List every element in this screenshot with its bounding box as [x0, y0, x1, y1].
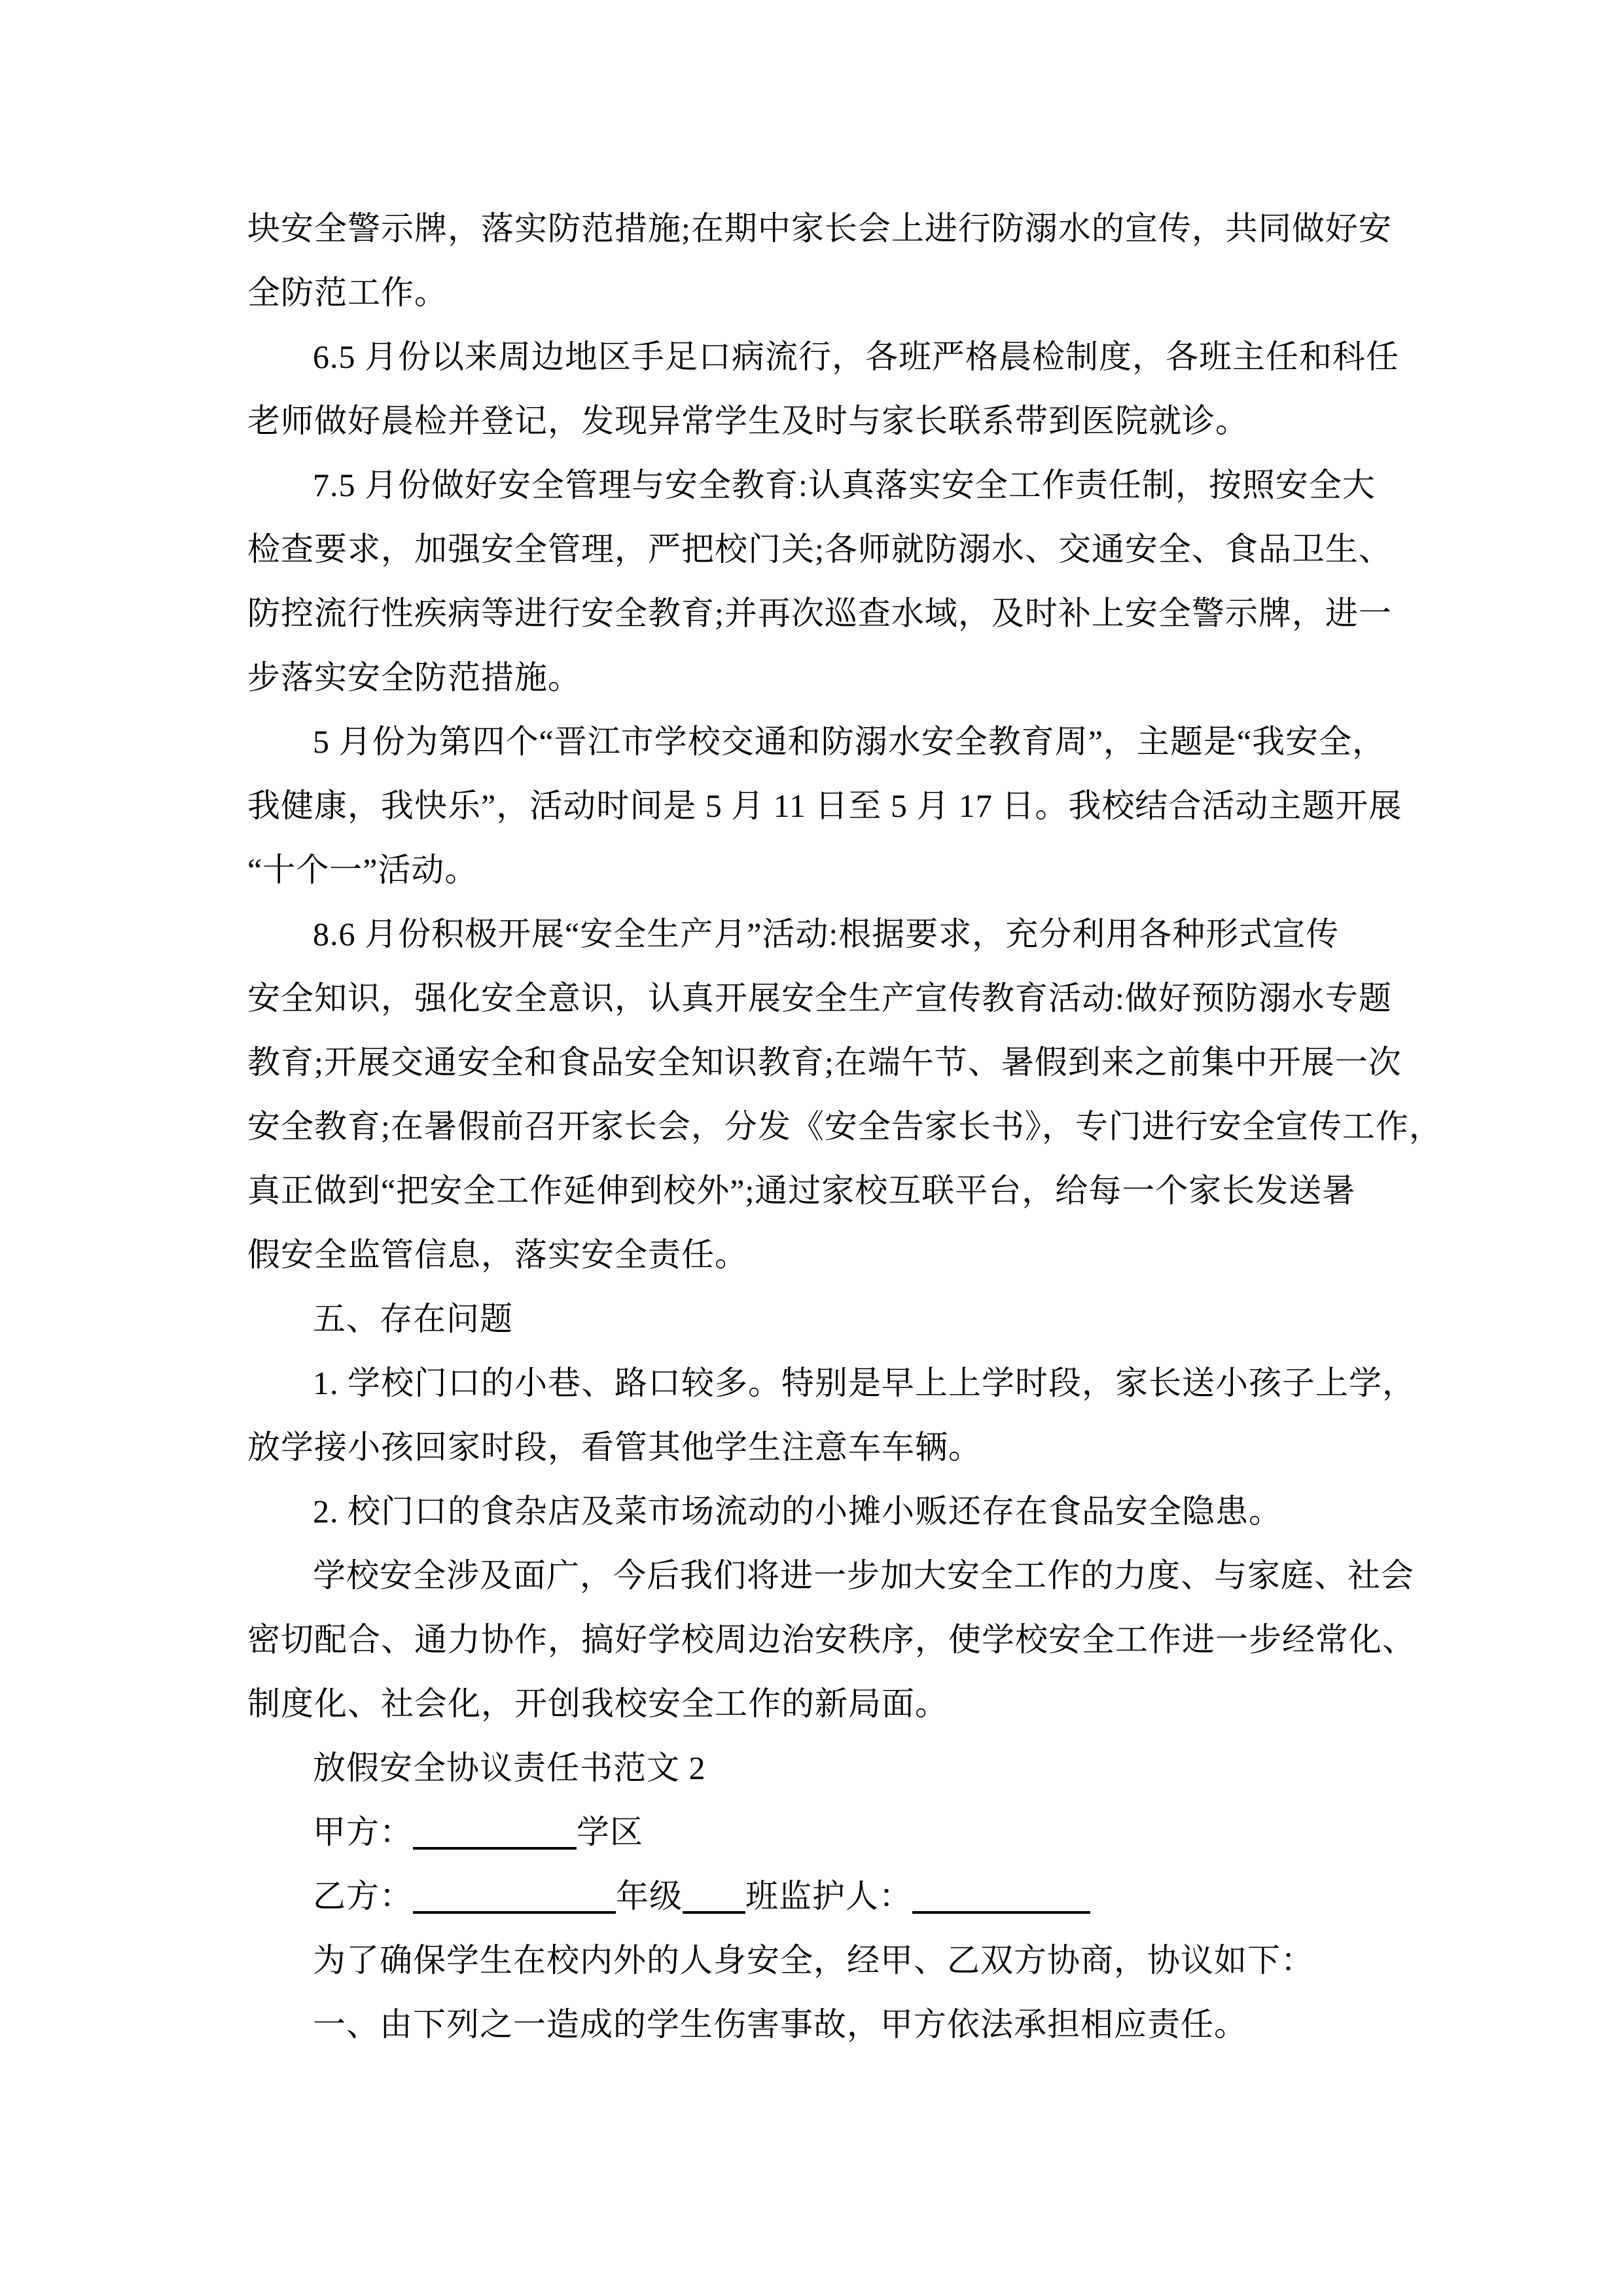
- fill-in-blank: [683, 1910, 745, 1914]
- text-line: 为了确保学生在校内外的人身安全，经甲、乙双方协商，协议如下：: [313, 1942, 1314, 1979]
- text-line: 安全教育;在暑假前召开家长会，分发《安全告家长书》，专门进行安全宣传工作，: [247, 1108, 1442, 1145]
- section-heading: 五、存在问题: [313, 1300, 513, 1337]
- text-line: 防控流行性疾病等进行安全教育;并再次巡查水域，及时补上安全警示牌，进一: [247, 595, 1392, 632]
- text-line: 制度化、社会化，开创我校安全工作的新局面。: [247, 1685, 948, 1722]
- text-line: 全防范工作。: [247, 274, 448, 311]
- text-line: 真正做到“把安全工作延伸到校外”;通过家校互联平台，给每一个家长发送暑: [247, 1172, 1356, 1209]
- text-line: 密切配合、通力协作，搞好学校周边治安秩序，使学校安全工作进一步经常化、: [247, 1621, 1416, 1658]
- text-line: 6.5 月份以来周边地区手足口病流行，各班严格晨检制度，各班主任和科任: [313, 338, 1399, 375]
- party-b-line: [247, 1864, 1389, 1928]
- text-line: 块安全警示牌，落实防范措施;在期中家长会上进行防溺水的宣传，共同做好安: [247, 210, 1392, 247]
- party-a-label: 甲方：: [313, 1814, 413, 1850]
- text-line: 放学接小孩回家时段，看管其他学生注意车车辆。: [247, 1429, 982, 1465]
- party-b-label: 乙方：: [313, 1878, 413, 1914]
- document-body: [247, 196, 1442, 2056]
- party-b-grade-label: 年级: [616, 1878, 683, 1914]
- text-line: 老师做好晨检并登记，发现异常学生及时与家长联系带到医院就诊。: [247, 403, 1249, 439]
- text-line: 安全知识，强化安全意识，认真开展安全生产宣传教育活动:做好预防溺水专题: [247, 980, 1392, 1016]
- text-line: 我健康，我快乐”，活动时间是 5 月 11 日至 5 月 17 日。我校结合活动主题开展: [247, 787, 1402, 824]
- text-line: 1. 学校门口的小巷、路口较多。特别是早上上学时段，家长送小孩子上学，: [313, 1365, 1416, 1401]
- text-line: “十个一”活动。: [247, 852, 478, 888]
- fill-in-blank: [912, 1910, 1090, 1914]
- text-line: 检查要求，加强安全管理，严把校门关;各师就防溺水、交通安全、食品卫生、: [247, 531, 1392, 567]
- text-line: 步落实安全防范措施。: [247, 659, 581, 696]
- text-line: 学校安全涉及面广，今后我们将进一步加大安全工作的力度、与家庭、社会: [313, 1557, 1414, 1594]
- text-line: 教育;开展交通安全和食品安全知识教育;在端午节、暑假到来之前集中开展一次: [247, 1044, 1402, 1081]
- party-a-suffix: 学区: [577, 1814, 643, 1850]
- fill-in-blank: [413, 1846, 577, 1850]
- party-a-line: [247, 1800, 1389, 1864]
- text-line: 2. 校门口的食杂店及菜市场流动的小摊小贩还存在食品安全隐患。: [313, 1493, 1282, 1530]
- text-line: 7.5 月份做好安全管理与安全教育:认真落实安全工作责任制，按照安全大: [313, 467, 1376, 503]
- text-line: 8.6 月份积极开展“安全生产月”活动:根据要求，充分利用各种形式宣传: [313, 916, 1340, 952]
- party-b-guardian-label: 班监护人：: [745, 1878, 912, 1914]
- subdocument-title: 放假安全协议责任书范文 2: [313, 1749, 706, 1786]
- fill-in-blank: [413, 1910, 616, 1914]
- text-line: 5 月份为第四个“晋江市学校交通和防溺水安全教育周”，主题是“我安全，: [313, 723, 1386, 760]
- text-line: 假安全监管信息，落实安全责任。: [247, 1236, 748, 1273]
- text-line: 一、由下列之一造成的学生伤害事故，甲方依法承担相应责任。: [313, 2006, 1247, 2043]
